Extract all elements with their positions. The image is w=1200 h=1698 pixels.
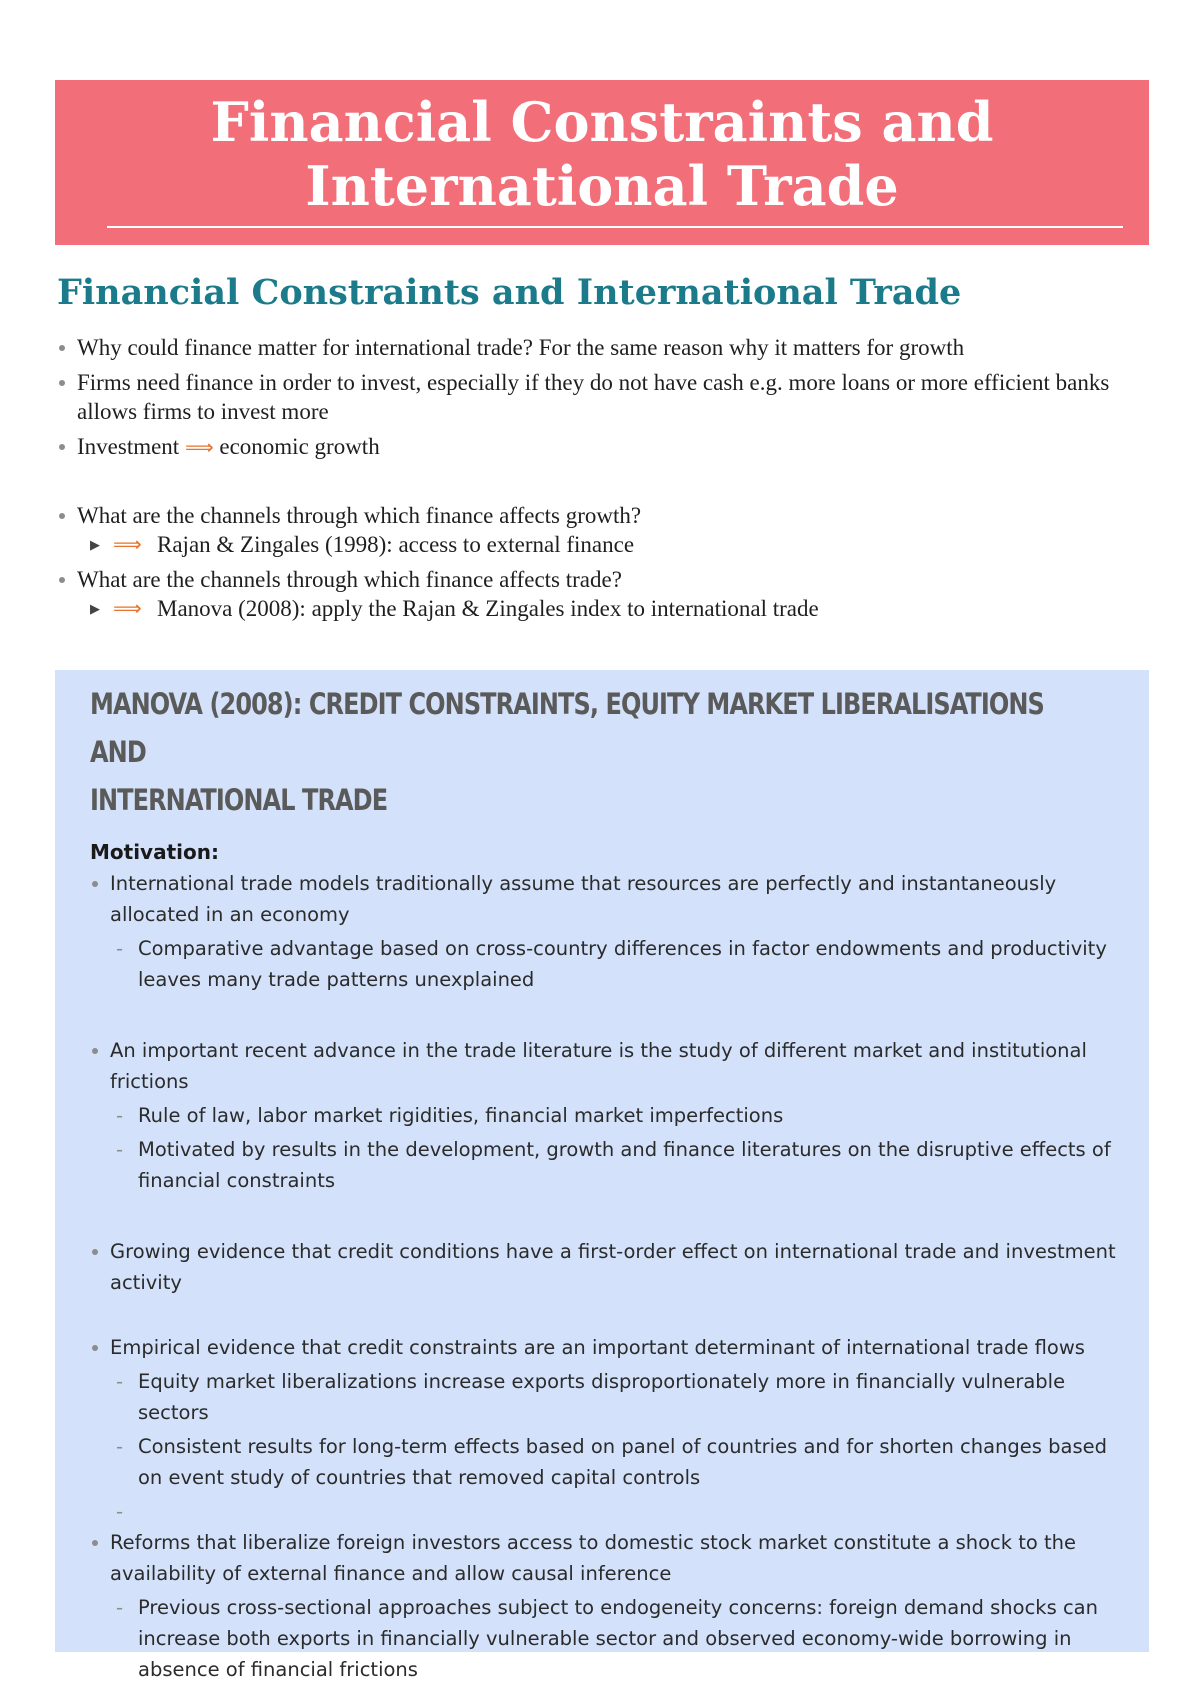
sub-list-item: - Equity market liberalizations increase exports disproportionately more in financially vulnerable sectors [90,1366,1131,1428]
triangle-bullet-icon: ▶ [90,537,100,552]
list-item: Firms need finance in order to invest, especially if they do not have cash e.g. more loans or more efficient banks allows firms to invest more [57,368,1137,426]
implies-arrow-icon: ⟹ [113,596,142,620]
list-item: International trade models traditionally assume that resources are perfectly and instantaneously allocated in an economy [90,868,1131,930]
box-heading [90,680,1048,824]
sub-list-item: ▶ ⟹ Rajan & Zingales (1998): access to external finance [90,532,635,557]
manova-summary-box [55,670,1149,1681]
empty-sub-list-item [90,1496,1131,1527]
title-underline [107,226,1123,228]
box-heading-line-2: INTERNATIONAL TRADE [90,783,388,817]
motivation-bullet-list [73,868,1131,1685]
sub-list-item: - Comparative advantage based on cross-country differences in factor endowments and productivity leaves many trade patterns unexplained [90,933,1131,995]
section-heading: Financial Constraints and International Trade [57,272,962,313]
list-item: Growing evidence that credit conditions have a first-order effect on international trade and investment activity [90,1236,1131,1298]
list-item: Investment ⟹ economic growth [57,432,1137,462]
list-item: Reforms that liberalize foreign investors access to domestic stock market constitute a shock to the availability of external finance and allow causal inference [90,1527,1131,1589]
triangle-bullet-icon: ▶ [90,601,100,616]
sub-list-item: ▶ ⟹ Manova (2008): apply the Rajan & Zingales index to international trade [90,596,819,621]
implies-arrow-icon: ⟹ [113,532,142,556]
intro-bullet-list [57,333,1137,623]
title-banner [55,80,1149,245]
list-item: Why could finance matter for international trade? For the same reason why it matters for growth [57,333,1137,362]
motivation-label: Motivation: [90,840,219,864]
box-heading-line-1: MANOVA (2008): CREDIT CONSTRAINTS, EQUITY MARKET LIBERALISATIONS AND [90,687,1044,769]
page-title-line-2: International Trade [305,154,899,218]
list-item: An important recent advance in the trade literature is the study of different market and institutional frictions [90,1035,1131,1097]
sub-list-item: - Consistent results for long-term effects based on panel of countries and for shorten changes based on event study of countries that removed capital controls [90,1431,1131,1493]
sub-list-item: - Previous cross-sectional approaches subject to endogeneity concerns: foreign demand shocks can increase both exports in financially vulnerable sector and observed economy-wide borrowing in absence of financial frictions [90,1592,1131,1685]
sub-list-item: - Rule of law, labor market rigidities, financial market imperfections [90,1100,1131,1131]
implies-arrow-icon: ⟹ [184,435,214,459]
sub-list-item: - Motivated by results in the development, growth and finance literatures on the disruptive effects of financial constraints [90,1134,1131,1196]
list-item: What are the channels through which finance affects trade? [57,565,1137,594]
list-item: Empirical evidence that credit constraints are an important determinant of international trade flows [90,1332,1131,1363]
page-title [55,80,1149,218]
page-title-line-1: Financial Constraints and [210,90,994,154]
list-item: What are the channels through which finance affects growth? [57,501,1137,530]
